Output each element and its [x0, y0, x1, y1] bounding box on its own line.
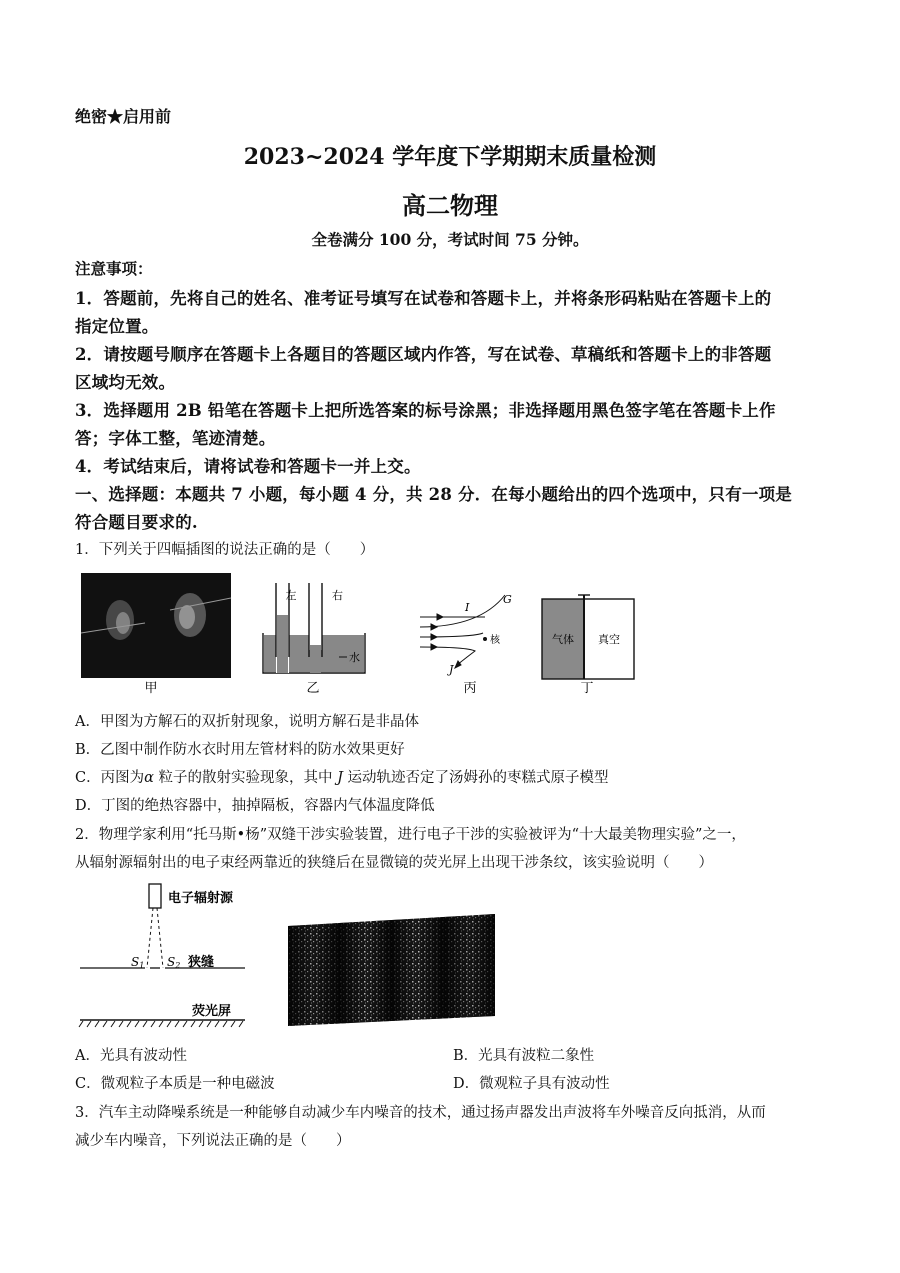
- nucleus-dot: [483, 637, 487, 641]
- q2-figures: [75, 878, 515, 1033]
- s2-letter: S: [167, 955, 176, 969]
- label-screen: 荧光屏: [192, 1004, 232, 1019]
- s1-subscript: 1: [139, 961, 145, 970]
- s1-letter: S: [131, 955, 140, 969]
- caption-ding: 丁: [580, 681, 594, 696]
- secret-label: 绝密★启用前: [75, 107, 172, 126]
- section1-line2: 符合题目要求的.: [75, 513, 198, 532]
- label-right-tube: 右: [332, 589, 343, 602]
- figure-bing-scattering: [420, 595, 505, 668]
- q1-option-b: B．乙图中制作防水衣时用左管材料的防水效果更好: [75, 742, 405, 758]
- q1-option-d: D．丁图的绝热容器中，抽掉隔板，容器内气体温度降低: [75, 798, 435, 814]
- notice-heading: 注意事项：: [75, 259, 153, 278]
- label-s1: [131, 955, 144, 970]
- j-symbol: J: [337, 770, 343, 786]
- alpha-symbol: α: [144, 770, 154, 786]
- q3-stem-line1: 3．汽车主动降噪系统是一种能够自动减少车内噪音的技术，通过扬声器发出声波将车外噪音反向抵消，从而: [75, 1105, 766, 1121]
- label-vacuum: 真空: [598, 633, 620, 646]
- exam-info: 全卷满分 100 分，考试时间 75 分钟。: [311, 230, 589, 249]
- q1-option-c-mid: 粒子的散射实验现象，其中: [153, 770, 338, 786]
- label-water: 水: [349, 651, 360, 664]
- q1-option-a: A．甲图为方解石的双折射现象，说明方解石是非晶体: [75, 714, 419, 730]
- notice-1-line1: 1．答题前，先将自己的姓名、准考证号填写在试卷和答题卡上，并将条形码粘贴在答题卡上的: [75, 289, 772, 308]
- q1-stem: 1．下列关于四幅插图的说法正确的是（ ）: [75, 542, 375, 558]
- notice-1-line2: 指定位置。: [75, 317, 159, 336]
- figure-jia-photo: [81, 573, 231, 678]
- q2-option-b: B．光具有波粒二象性: [453, 1048, 595, 1064]
- q3-stem-line2: 减少车内噪音，下列说法正确的是（ ）: [75, 1133, 351, 1149]
- q2-option-d: D．微观粒子具有波动性: [453, 1076, 610, 1092]
- q2-stem-line1: 2．物理学家利用“托马斯•杨”双缝干涉实验装置，进行电子干涉的实验被评为“十大最美物理实验”之一，: [75, 827, 746, 843]
- notice-3-line2: 答；字体工整，笔迹清楚。: [75, 429, 276, 448]
- label-I: I: [465, 601, 470, 614]
- label-J: J: [449, 663, 454, 676]
- interference-pattern-image: [288, 914, 495, 1026]
- notice-3-line1: 3．选择题用 2B 铅笔在答题卡上把所选答案的标号涂黑；非选择题用黑色签字笔在答题卡上作: [75, 401, 776, 420]
- notice-2-line1: 2．请按题号顺序在答题卡上各题目的答题区域内作答，写在试卷、草稿纸和答题卡上的非答题: [75, 345, 772, 364]
- notice-4-line1: 4．考试结束后，请将试卷和答题卡一并上交。: [75, 457, 421, 476]
- q1-option-c-suffix: 运动轨迹否定了汤姆孙的枣糕式原子模型: [342, 770, 609, 786]
- label-left-tube: 左: [285, 589, 297, 602]
- label-s2: [167, 955, 180, 970]
- q2-option-c: C．微观粒子本质是一种电磁波: [75, 1076, 275, 1092]
- q1-option-c: [75, 766, 609, 787]
- label-nucleus: 核: [490, 635, 500, 646]
- caption-yi: 乙: [306, 681, 320, 696]
- q2-stem-line2: 从辐射源辐射出的电子束经两靠近的狭缝后在显微镜的荧光屏上出现干涉条纹，该实验说明（ ）: [75, 855, 713, 871]
- exam-title: 2023~2024 学年度下学期期末质量检测: [243, 144, 657, 170]
- section1-line1: 一、选择题：本题共 7 小题，每小题 4 分，共 28 分．在每小题给出的四个选项中，只有一项是: [75, 485, 792, 504]
- label-gas: 气体: [552, 633, 574, 646]
- notice-2-line2: 区域均无效。: [75, 373, 176, 392]
- q2-option-a: A．光具有波动性: [75, 1048, 187, 1064]
- subject-title: 高二物理: [402, 191, 498, 220]
- s2-subscript: 2: [175, 961, 181, 970]
- label-G: G: [503, 593, 512, 606]
- caption-jia: 甲: [144, 681, 158, 696]
- q1-figures: [75, 565, 645, 700]
- label-slit: 狭缝: [188, 955, 215, 970]
- q1-option-c-prefix: C．丙图为: [75, 770, 145, 786]
- caption-bing: 丙: [463, 681, 477, 696]
- label-electron-source: 电子辐射源: [168, 891, 234, 906]
